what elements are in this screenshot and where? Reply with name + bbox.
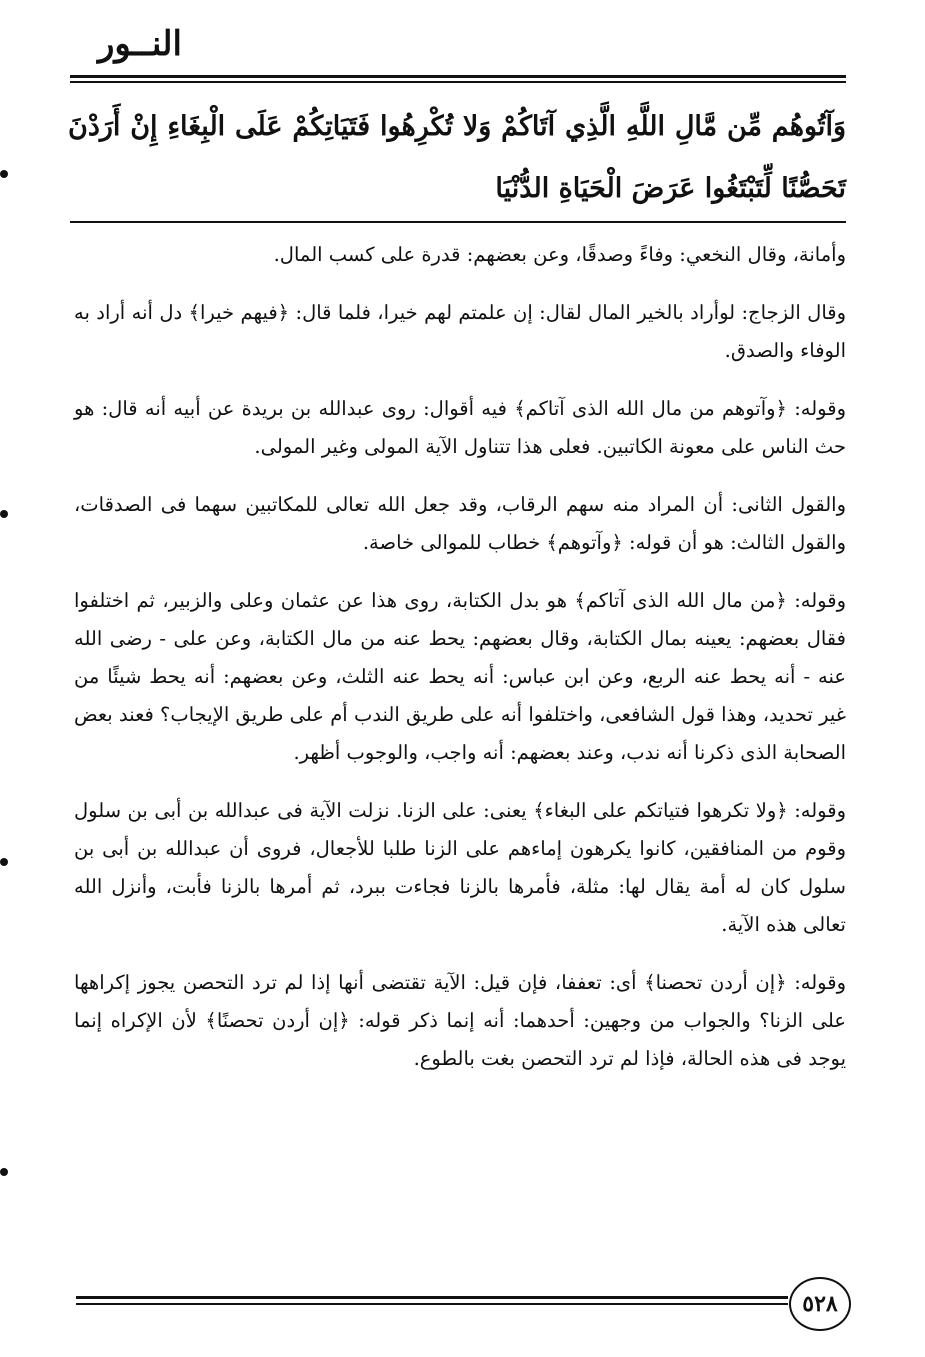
footer-rule-bottom [76, 1303, 788, 1305]
commentary-body [74, 236, 846, 1098]
quran-verse: وَآتُوهُم مِّن مَّالِ اللَّهِ الَّذِي آتَاكُمْ وَلا تُكْرِهُوا فَتَيَاتِكُمْ عَلَى الْبِغَاءِ إِنْ أَرَدْنَ تَحَصُّنًا لِّتَبْتَغُوا عَرَضَ الْحَيَاةِ الدُّنْيَا [68, 111, 846, 204]
paragraph: وأمانة، وقال النخعي: وفاءً وصدقًا، وعن بعضهم: قدرة على كسب المال. [273, 243, 846, 266]
margin-dot [0, 1168, 8, 1176]
footer-rule-top [76, 1296, 788, 1299]
header-rule-top [70, 75, 846, 78]
paragraph: وقال الزجاج: لوأراد بالخير المال لقال: إن علمتم لهم خيرا، فلما قال: ﴿فيهم خيرا﴾ دل أنه أراد به الوفاء والصدق. [74, 301, 846, 362]
page-header-title: النــور [98, 24, 182, 64]
page-number: ٥٢٨ [789, 1277, 851, 1331]
paragraph: وقوله: ﴿ولا تكرهوا فتياتكم على البغاء﴾ يعنى: على الزنا. نزلت الآية فى عبدالله بن أبى بن سلول وقوم من المنافقين، كانوا يكرهون إماءهم على الزنا طلبا للأجعال، فروى أن عبدالله بن أبى بن سلول كان له أمة يقال لها: مثلة، فأمرها بالزنا فجاءت ببرد، ثم أمرها بالزنا فأبت، وأنزل الله تعالى هذه الآية. [74, 799, 846, 936]
margin-dot [0, 170, 8, 178]
margin-dot [0, 510, 8, 518]
paragraph: وقوله: ﴿من مال الله الذى آتاكم﴾ هو بدل الكتابة، روى هذا عن عثمان وعلى والزبير، ثم اختلفوا فقال بعضهم: يعينه بمال الكتابة، وقال بعضهم: يحط عنه من مال الكتابة، وعن على - رضى الله عنه - أنه يحط عنه الربع، وعن ابن عباس: أنه يحط عنه الثلث، وعن بعضهم: أنه يحط شيئًا من غير تحديد، وهذا قول الشافعى، واختلفوا أنه على طريق الندب أم على طريق الإيجاب؟ فعند بعض الصحابة الذى ذكرنا أنه ندب، وعند بعضهم: أنه واجب، والوجوب أظهر. [74, 589, 846, 764]
paragraph: وقوله: ﴿إن أردن تحصنا﴾ أى: تعففا، فإن قيل: الآية تقتضى أنها إذا لم ترد التحصن يجوز إكراهها على الزنا؟ والجواب من وجهين: أحدهما: أنه إنما ذكر قوله: ﴿إن أردن تحصنًا﴾ لأن الإكراه إنما يوجد فى هذه الحالة، فإذا لم ترد التحصن بغت بالطوع. [74, 971, 846, 1070]
margin-dot [0, 858, 8, 866]
paragraph: وقوله: ﴿وآتوهم من مال الله الذى آتاكم﴾ فيه أقوال: روى عبدالله بن بريدة عن أبيه أنه قال: هو حث الناس على معونة الكاتبين. فعلى هذا تتناول الآية المولى وغير المولى. [74, 397, 846, 458]
paragraph: والقول الثانى: أن المراد منه سهم الرقاب، وقد جعل الله تعالى للمكاتبين سهما فى الصدقات، والقول الثالث: هو أن قوله: ﴿وآتوهم﴾ خطاب للموالى خاصة. [74, 493, 846, 554]
verse-separator [70, 221, 846, 223]
header-rule-bottom [70, 81, 846, 83]
